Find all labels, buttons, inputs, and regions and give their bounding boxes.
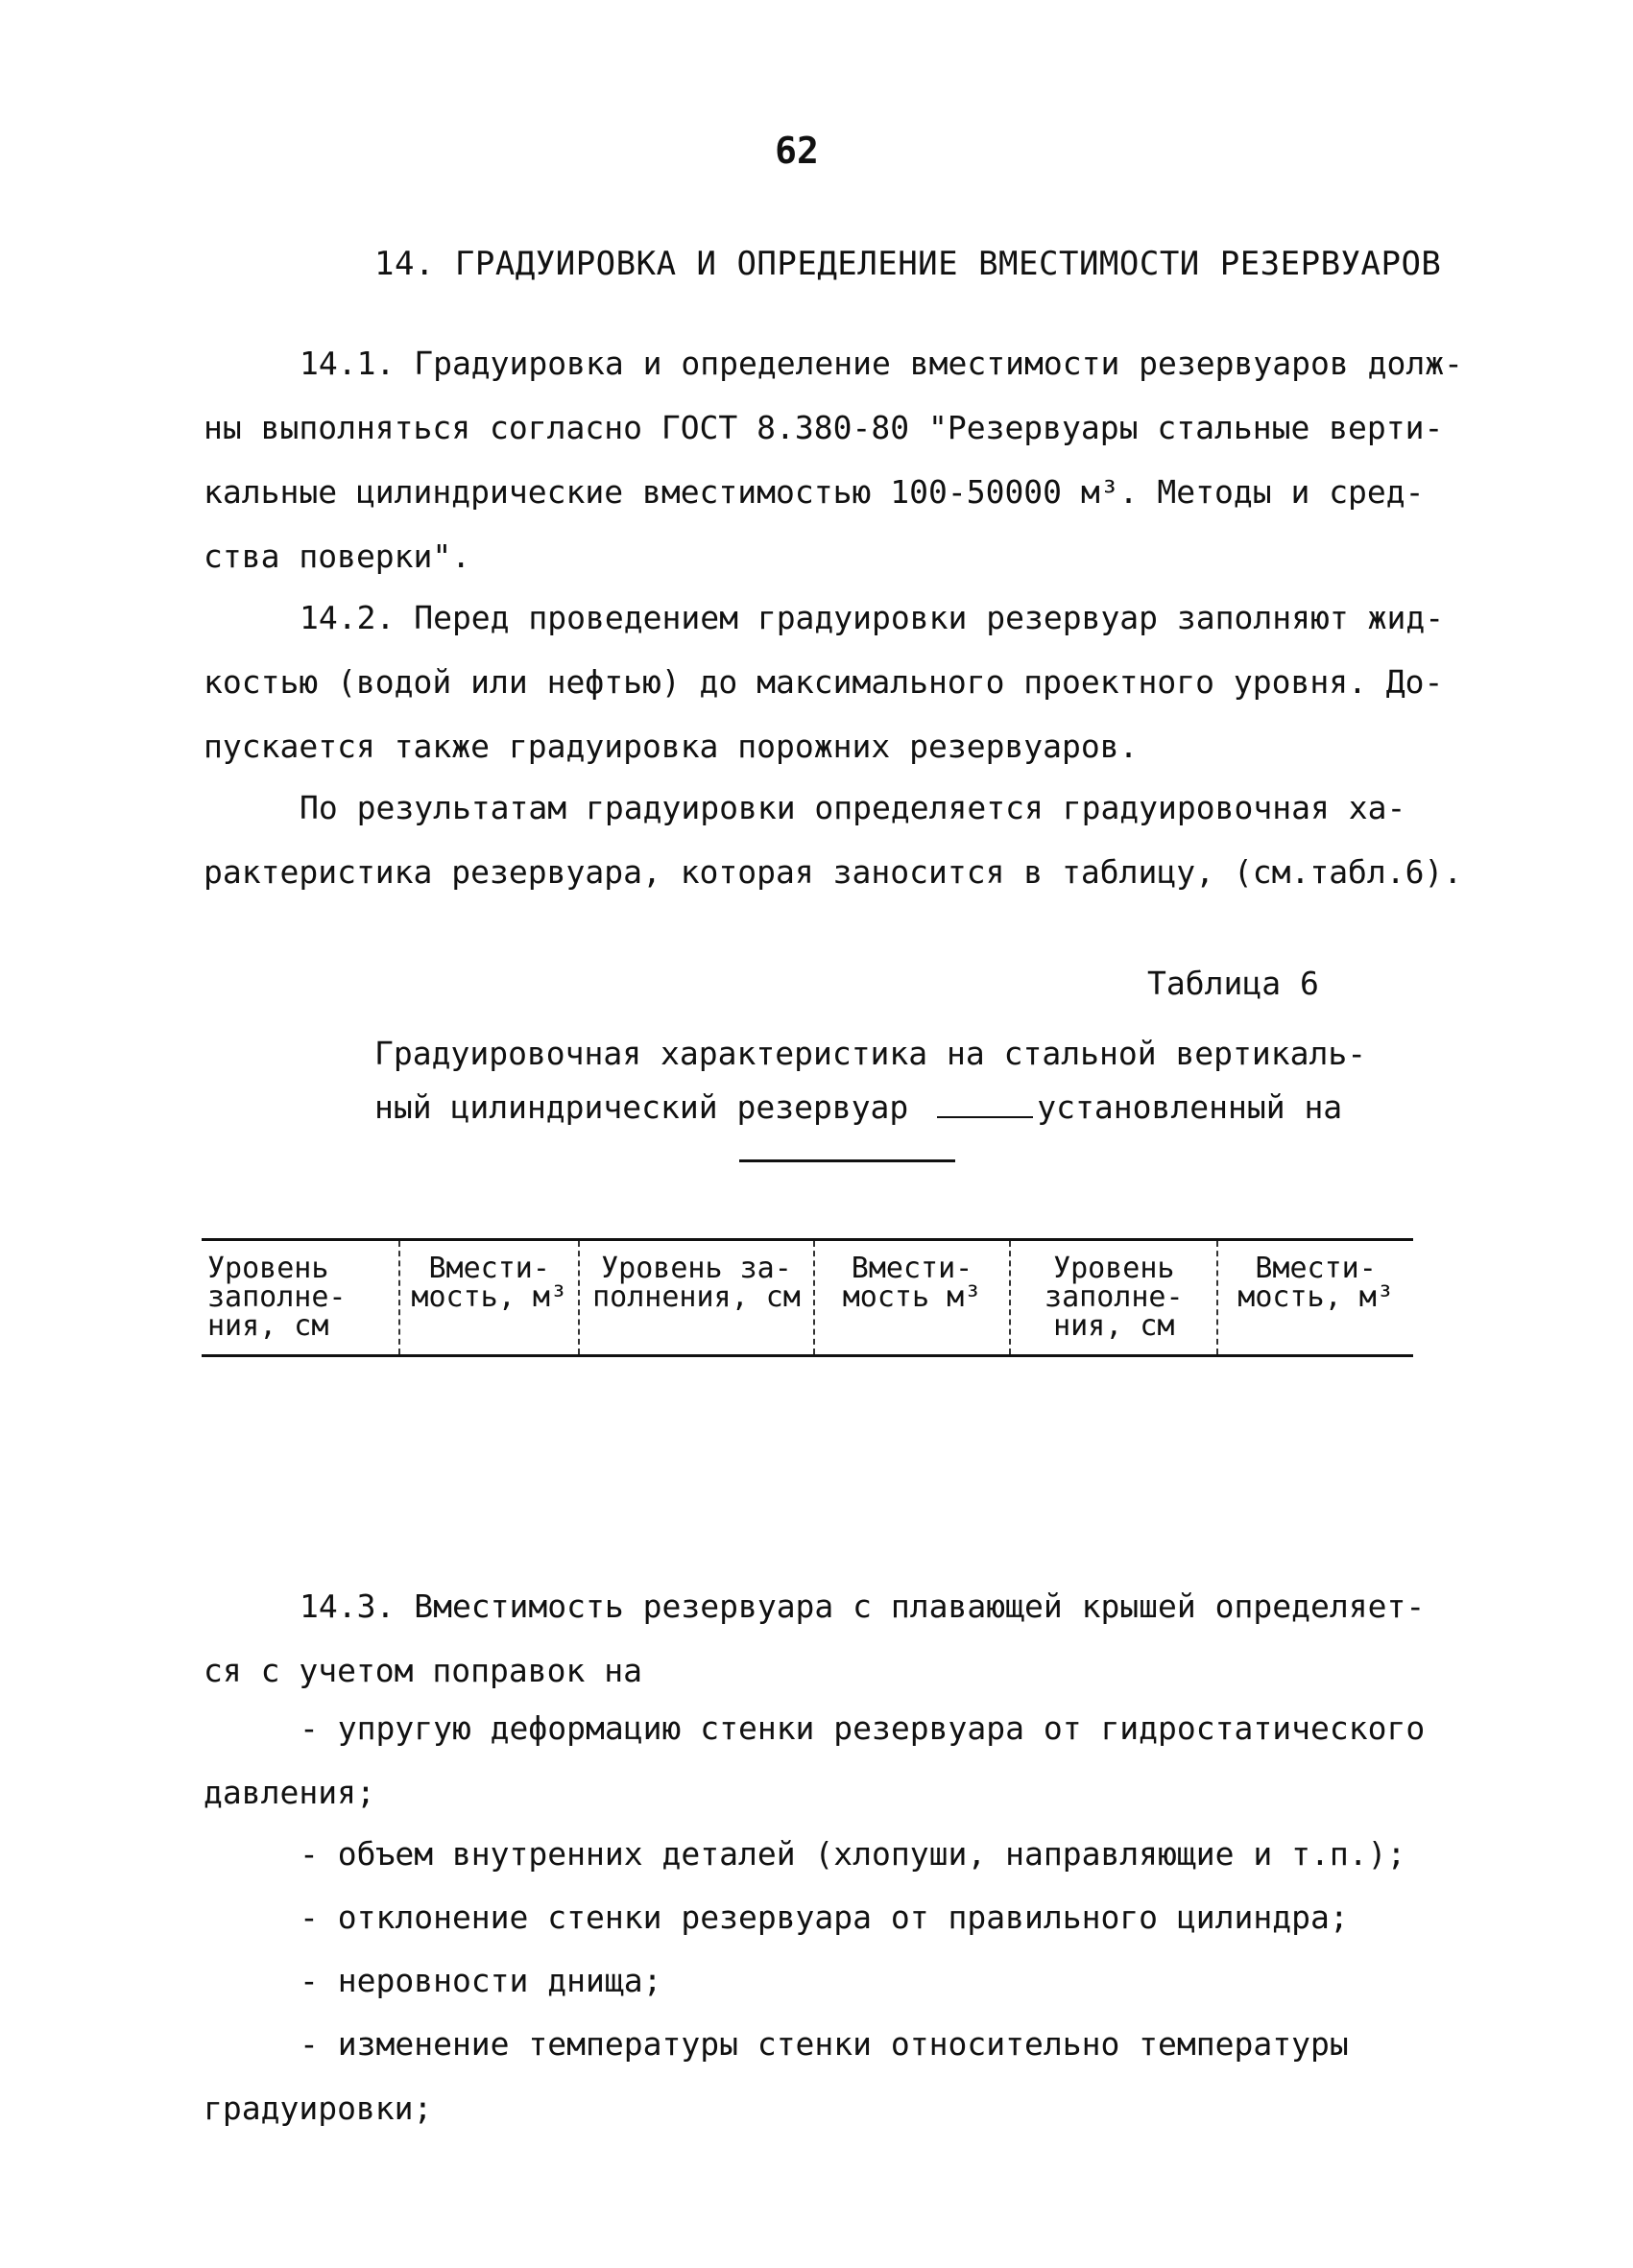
- paragraph-14-1: [204, 331, 1463, 588]
- list-item: [204, 1948, 1452, 2013]
- paragraph-14-2: [204, 585, 1452, 778]
- text-line: пускается также градуировка порожних резервуаров.: [204, 728, 1139, 765]
- list-item: [204, 1822, 1452, 1886]
- paragraph-14-3: [204, 1574, 1452, 1703]
- text-line: костью (водой или нефтью) до максимального проектного уровня. До-: [204, 663, 1444, 701]
- blank-field: [937, 1089, 1033, 1118]
- calibration-table: [202, 1238, 1413, 1357]
- text-line: рактеристика резервуара, которая заносится в таблицу, (см.табл.6).: [204, 853, 1463, 891]
- blank-line: [739, 1159, 955, 1162]
- column-header: Уровень заполне-ния, см: [207, 1252, 347, 1343]
- text-line: 14.1. Градуировка и определение вместимости резервуаров долж-: [300, 345, 1463, 382]
- text-line: давления;: [204, 1774, 375, 1811]
- text-line: - изменение температуры стенки относительно температуры: [300, 2025, 1349, 2063]
- column-header: Вмести-мость, м³: [399, 1240, 579, 1356]
- section-heading: 14. ГРАДУИРОВКА И ОПРЕДЕЛЕНИЕ ВМЕСТИМОСТИ РЕЗЕРВУАРОВ: [374, 245, 1442, 283]
- text-line: 14.3. Вместимость резервуара с плавающей крышей определяет-: [300, 1588, 1426, 1625]
- column-header: Уровень заполне-ния, см: [1010, 1240, 1217, 1356]
- text-line: ны выполняться согласно ГОСТ 8.380-80 "Резервуары стальные верти-: [204, 409, 1444, 446]
- text-line: По результатам градуировки определяется градуировочная ха-: [300, 789, 1406, 826]
- column-header: Уровень за-полнения, см: [579, 1240, 813, 1356]
- text-line: градуировки;: [204, 2089, 433, 2127]
- text-line: - объем внутренних деталей (хлопуши, направляющие и т.п.);: [300, 1835, 1406, 1873]
- caption-line: Градуировочная характеристика на стальной вертикаль-: [374, 1035, 1367, 1072]
- list-item: [204, 2012, 1452, 2140]
- list-item: [204, 1885, 1452, 1949]
- caption-text: установленный на: [1037, 1088, 1343, 1126]
- caption-text: ный цилиндрический резервуар: [374, 1088, 909, 1126]
- table-caption: [374, 1027, 1366, 1134]
- table-title: Таблица 6: [1147, 965, 1319, 1002]
- column-header: Вмести-мость, м³: [1217, 1240, 1413, 1356]
- paragraph-results: [204, 776, 1463, 904]
- text-line: 14.2. Перед проведением градуировки резервуар заполняют жид-: [300, 599, 1445, 636]
- text-line: - отклонение стенки резервуара от правильного цилиндра;: [300, 1898, 1349, 1936]
- list-item: [204, 1696, 1452, 1825]
- text-line: ства поверки".: [204, 537, 471, 575]
- text-line: ся с учетом поправок на: [204, 1652, 642, 1689]
- text-line: кальные цилиндрические вместимостью 100-50000 м³. Методы и сред-: [204, 473, 1425, 511]
- page-number: 62: [775, 130, 819, 172]
- table-header-row: [202, 1240, 1413, 1356]
- text-line: - упругую деформацию стенки резервуара от гидростатического: [300, 1709, 1426, 1747]
- caption-line: [374, 1081, 1366, 1134]
- column-header: Вмести-мость м³: [814, 1240, 1011, 1356]
- text-line: - неровности днища;: [300, 1962, 662, 1999]
